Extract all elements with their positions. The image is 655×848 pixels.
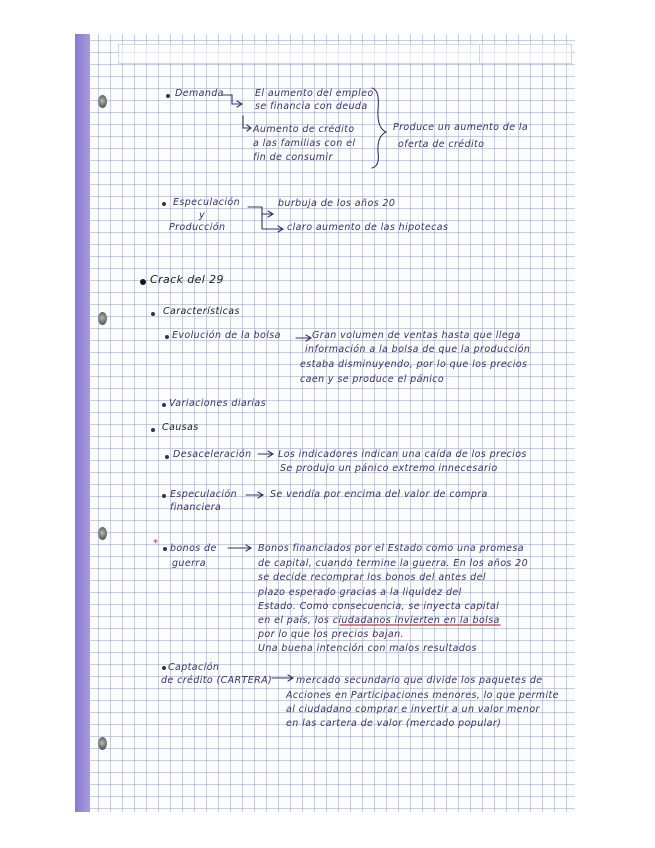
demanda-branch2-line2: a las familias con el: [253, 138, 356, 149]
purple-margin-strip: [75, 34, 90, 812]
demanda-branch2-line1: Aumento de crédito: [253, 124, 355, 135]
bullet-caracteristicas: [151, 312, 155, 316]
crack-title: Crack del 29: [150, 273, 224, 286]
bonos-text-2: de capital, cuando termine la guerra. En los años 20: [258, 558, 529, 569]
punch-hole-3: [98, 527, 107, 540]
header-divider: [479, 45, 480, 63]
demanda-branch2-line3: fin de consumir: [253, 152, 333, 163]
desaceleracion-text-2: Se produjo un pánico extremo innecesario: [280, 463, 498, 474]
especulacion-financiera-label-2: financiera: [170, 502, 222, 513]
captacion-label-1: Captación: [168, 662, 220, 673]
bonos-text-7: por lo que los precios bajan.: [258, 629, 404, 640]
bonos-text-6: en el país, los ciudadanos invierten en la bolsa: [258, 615, 500, 626]
punch-hole-1: [98, 95, 107, 108]
causas-label: Causas: [162, 422, 199, 433]
demanda-label: Demanda: [175, 88, 224, 99]
demanda-result-line2: oferta de crédito: [398, 139, 485, 150]
header-band: [118, 44, 572, 64]
desaceleracion-label: Desaceleración: [173, 449, 252, 460]
bullet-especulacion-financiera: [162, 494, 166, 498]
captacion-text-2: Acciones en Participaciones menores, lo que permite: [286, 690, 559, 701]
bullet-causas: [151, 428, 155, 432]
evolucion-text-2: información a la bolsa de que la producción: [305, 344, 531, 355]
bullet-captacion: [162, 666, 166, 670]
desaceleracion-text-1: Los indicadores indican una caída de los precios: [278, 449, 527, 460]
demanda-result-line1: Produce un aumento de la: [393, 122, 529, 133]
caracteristicas-label: Características: [163, 306, 240, 317]
especulacion-branch2: claro aumento de las hipotecas: [287, 222, 449, 233]
evolucion-text-4: caen y se produce el pánico: [300, 374, 445, 385]
bonos-text-5: Estado. Como consecuencia, se inyecta capital: [258, 601, 500, 612]
bonos-text-1: Bonos financiados por el Estado como una promesa: [258, 543, 524, 554]
captacion-label-2: de crédito (CARTERA): [161, 675, 273, 686]
captacion-text-1: mercado secundario que divide los paquetes de: [296, 675, 543, 686]
bonos-text-8: Una buena intención con malos resultados: [258, 643, 477, 654]
bonos-label-2: guerra: [172, 558, 206, 569]
demanda-branch1-line2: se financia con deuda: [255, 101, 368, 112]
especulacion-branch1: burbuja de los años 20: [278, 198, 396, 209]
bullet-crack: [140, 279, 146, 285]
bullet-demanda: [166, 94, 170, 98]
especulacion-financiera-label-1: Especulación: [170, 489, 238, 500]
evolucion-label: Evolución de la bolsa: [172, 330, 281, 341]
bullet-variaciones: [162, 403, 166, 407]
evolucion-text-3: estaba disminuyendo, por lo que los precios: [300, 359, 528, 370]
punch-hole-4: [98, 737, 107, 750]
bullet-bonos: [163, 547, 167, 551]
bullet-especulacion: [162, 202, 166, 206]
bullet-desaceleracion: [165, 455, 169, 459]
captacion-text-3: al ciudadano comprar e invertir a un valor menor: [286, 704, 540, 715]
red-star-mark: *: [153, 538, 158, 549]
demanda-branch1-line1: El aumento del empleo: [255, 88, 374, 99]
produccion-label: Producción: [169, 222, 226, 233]
especulacion-y: y: [199, 210, 206, 221]
bonos-label-1: bonos de: [170, 543, 217, 554]
bonos-text-4: plazo esperado gracias a la liquidez del: [258, 587, 462, 598]
especulacion-financiera-text: Se vendía por encima del valor de compra: [270, 489, 488, 500]
variaciones-label: Variaciones diarias: [169, 398, 266, 409]
bonos-text-3: se decide recomprar los bonos del antes del: [258, 572, 486, 583]
especulacion-label: Especulación: [173, 197, 241, 208]
captacion-text-4: en las cartera de valor (mercado popular): [286, 718, 502, 729]
punch-hole-2: [98, 312, 107, 325]
bullet-evolucion: [165, 335, 169, 339]
evolucion-text-1: Gran volumen de ventas hasta que llega: [312, 330, 521, 341]
